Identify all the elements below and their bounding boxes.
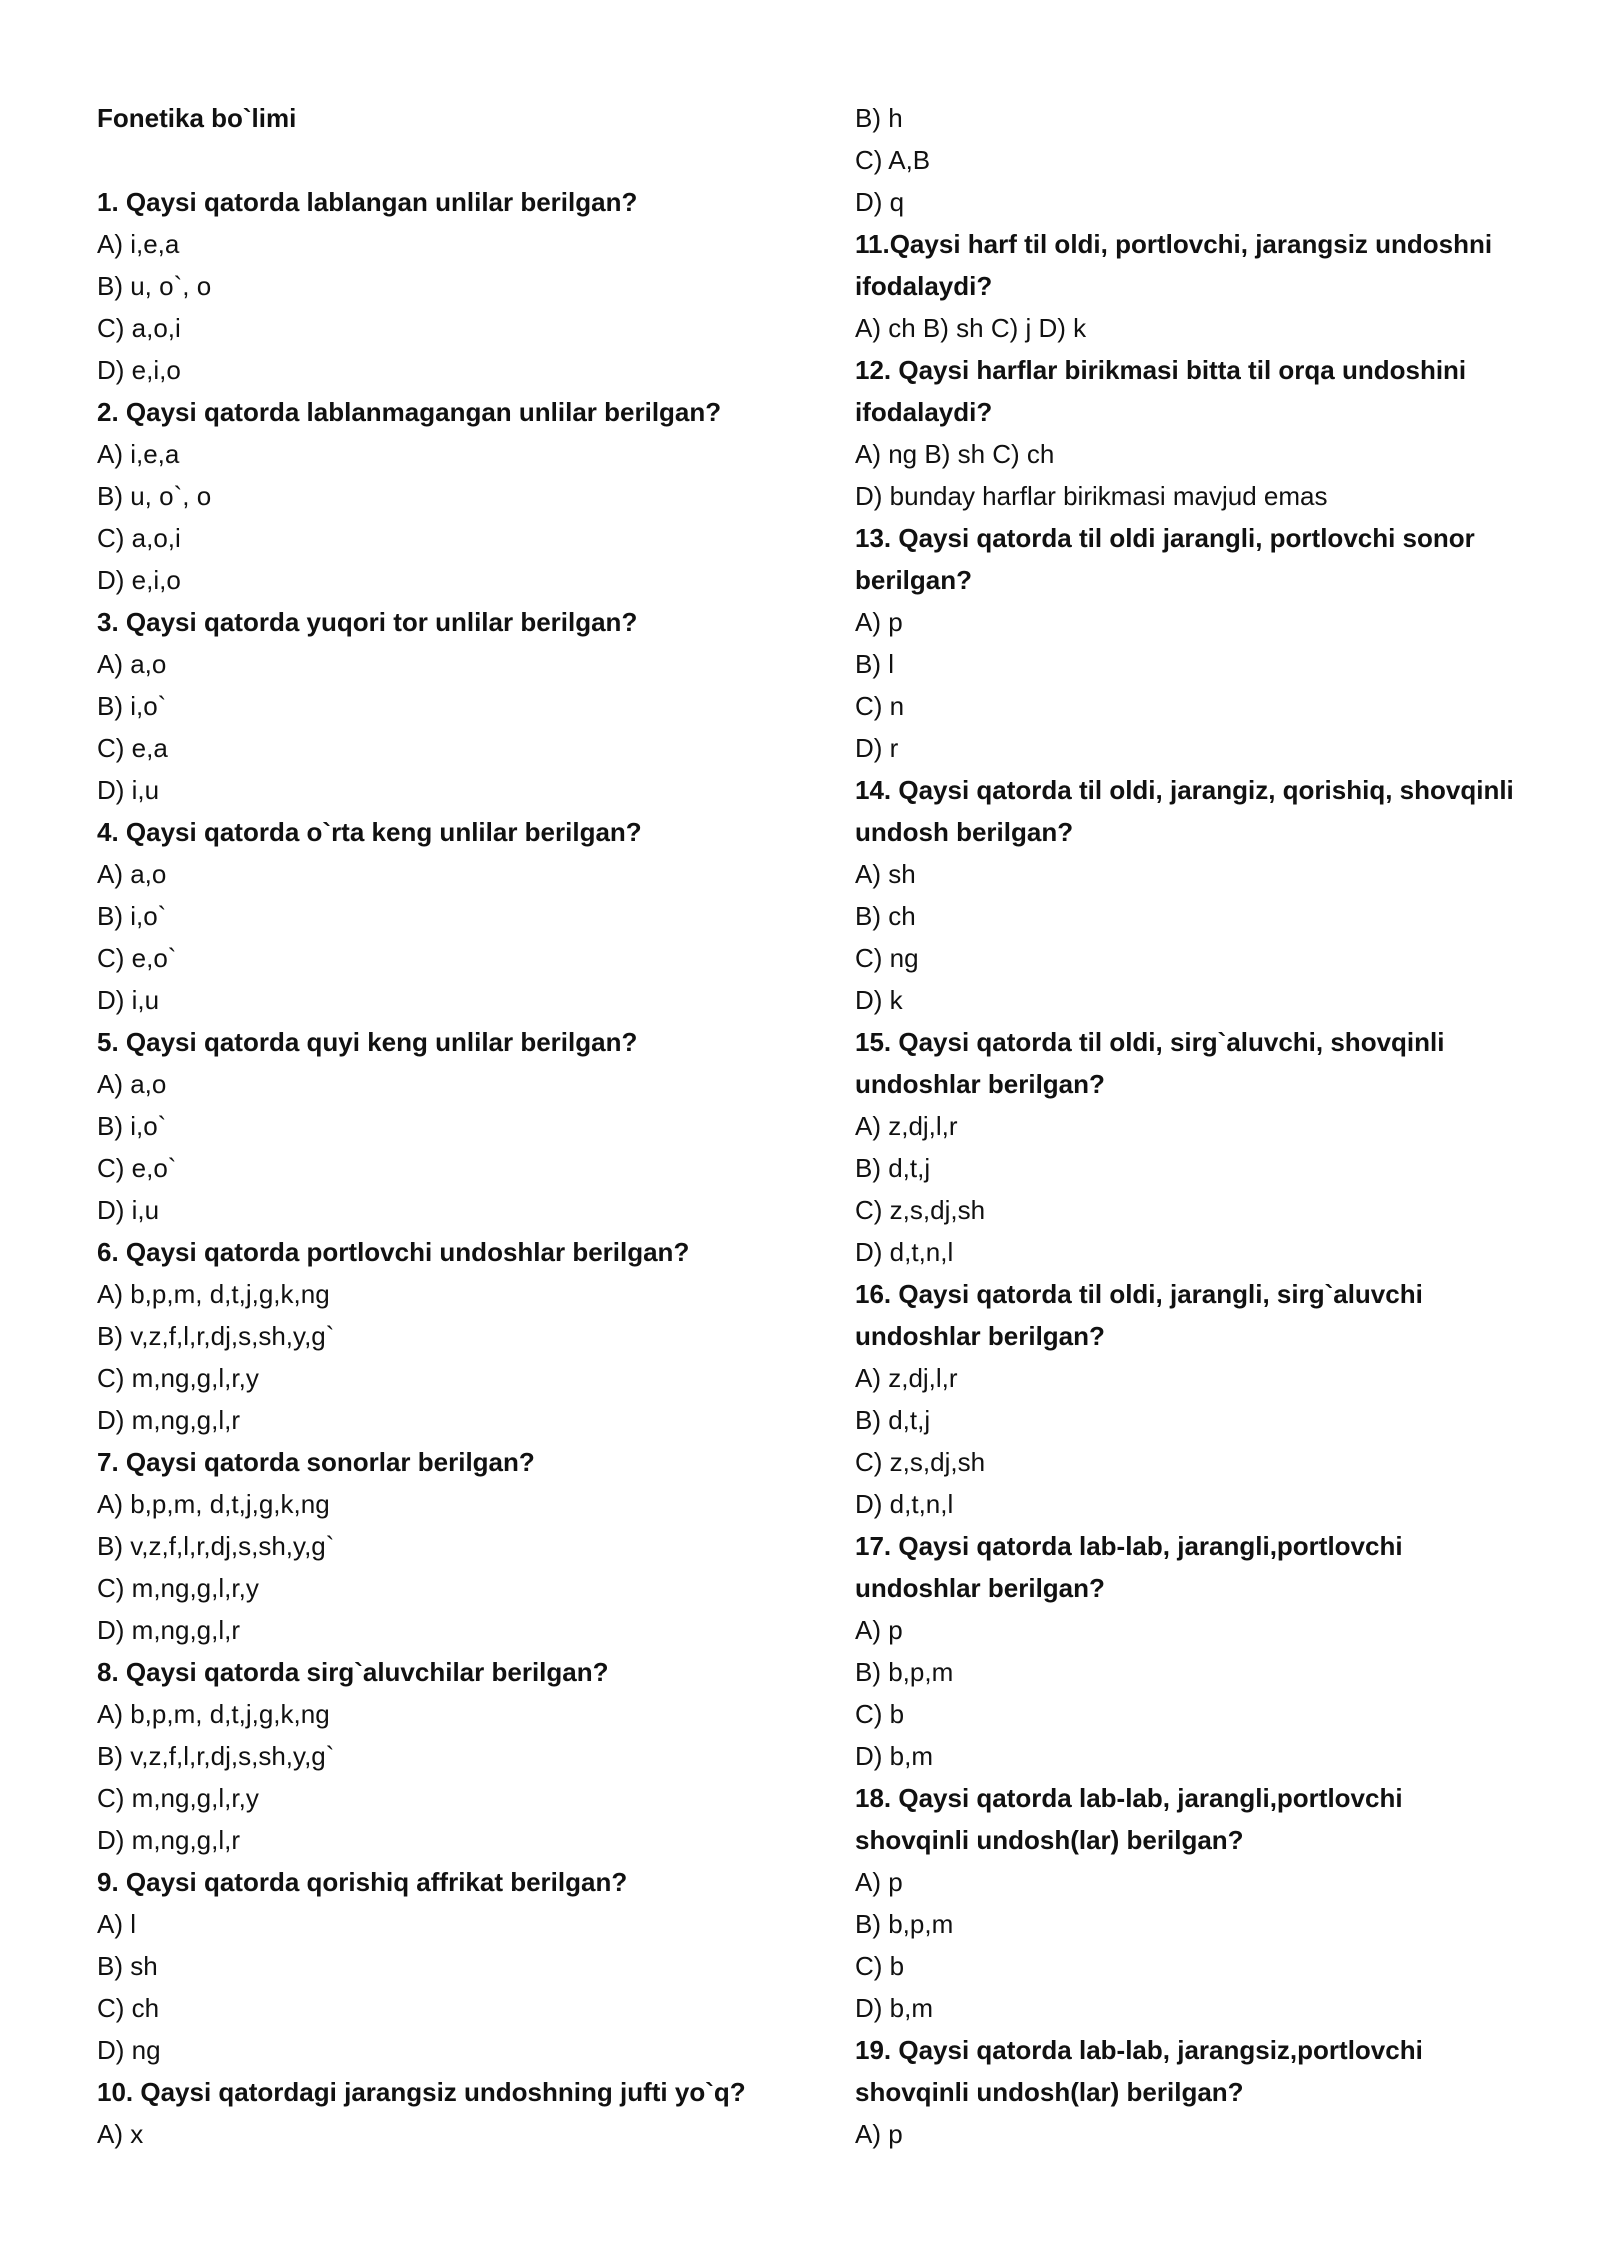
question-text: ifodalaydi?: [855, 397, 993, 427]
answer-option: B) i,o`: [97, 901, 167, 931]
answer-option: A) p: [855, 1867, 903, 1897]
answer-option: D) bunday harflar birikmasi mavjud emas: [855, 481, 1328, 511]
question-text: 8. Qaysi qatorda sirg`aluvchilar berilgan?: [97, 1657, 609, 1687]
answer-option: C) n: [855, 691, 905, 721]
left-column: [97, 97, 777, 2155]
question-text: 6. Qaysi qatorda portlovchi undoshlar berilgan?: [97, 1237, 690, 1267]
answer-option: B) i,o`: [97, 691, 167, 721]
answer-option: D) i,u: [97, 1195, 160, 1225]
answer-option: B) v,z,f,l,r,dj,s,sh,y,g`: [97, 1531, 335, 1561]
answer-option: A) b,p,m, d,t,j,g,k,ng: [97, 1489, 330, 1519]
answer-option: C) z,s,dj,sh: [855, 1447, 986, 1477]
answer-option: A) p: [855, 2119, 903, 2149]
answer-option: B) v,z,f,l,r,dj,s,sh,y,g`: [97, 1321, 335, 1351]
answer-option: D) k: [855, 985, 903, 1015]
answer-option: A) ng B) sh C) ch: [855, 439, 1055, 469]
answer-option: C) e,o`: [97, 1153, 177, 1183]
answer-option: C) b: [855, 1699, 905, 1729]
answer-option: D) b,m: [855, 1741, 933, 1771]
answer-option: A) b,p,m, d,t,j,g,k,ng: [97, 1699, 330, 1729]
question-text: undoshlar berilgan?: [855, 1069, 1105, 1099]
answer-option: B) l: [855, 649, 894, 679]
question-text: 15. Qaysi qatorda til oldi, sirg`aluvchi, shovqinli: [855, 1027, 1445, 1057]
answer-option: C) m,ng,g,l,r,y: [97, 1573, 259, 1603]
answer-option: D) i,u: [97, 775, 160, 805]
question-text: 7. Qaysi qatorda sonorlar berilgan?: [97, 1447, 535, 1477]
answer-option: B) d,t,j: [855, 1405, 931, 1435]
answer-option: C) a,o,i: [97, 313, 181, 343]
answer-option: D) q: [855, 187, 905, 217]
answer-option: D) m,ng,g,l,r: [97, 1405, 241, 1435]
question-text: 17. Qaysi qatorda lab-lab, jarangli,portlovchi: [855, 1531, 1403, 1561]
question-text: 3. Qaysi qatorda yuqori tor unlilar berilgan?: [97, 607, 638, 637]
question-text: ifodalaydi?: [855, 271, 993, 301]
answer-option: A) a,o: [97, 1069, 167, 1099]
question-text: 4. Qaysi qatorda o`rta keng unlilar berilgan?: [97, 817, 642, 847]
question-text: 19. Qaysi qatorda lab-lab, jarangsiz,portlovchi: [855, 2035, 1423, 2065]
question-text: undoshlar berilgan?: [855, 1321, 1105, 1351]
answer-option: C) m,ng,g,l,r,y: [97, 1363, 259, 1393]
question-text: 9. Qaysi qatorda qorishiq affrikat berilgan?: [97, 1867, 628, 1897]
answer-option: A) sh: [855, 859, 916, 889]
question-text: 12. Qaysi harflar birikmasi bitta til orqa undoshini: [855, 355, 1467, 385]
answer-option: C) a,o,i: [97, 523, 181, 553]
answer-option: D) e,i,o: [97, 355, 181, 385]
answer-option: C) z,s,dj,sh: [855, 1195, 986, 1225]
answer-option: A) p: [855, 1615, 903, 1645]
question-text: 2. Qaysi qatorda lablanmagangan unlilar berilgan?: [97, 397, 722, 427]
answer-option: A) i,e,a: [97, 229, 180, 259]
question-text: 11.Qaysi harf til oldi, portlovchi, jarangsiz undoshni: [855, 229, 1493, 259]
answer-option: D) b,m: [855, 1993, 933, 2023]
question-text: 5. Qaysi qatorda quyi keng unlilar berilgan?: [97, 1027, 638, 1057]
answer-option: C) ch: [97, 1993, 160, 2023]
answer-option: D) d,t,n,l: [855, 1237, 954, 1267]
question-text: 13. Qaysi qatorda til oldi jarangli, portlovchi sonor: [855, 523, 1475, 553]
answer-option: B) ch: [855, 901, 916, 931]
question-text: 16. Qaysi qatorda til oldi, jarangli, sirg`aluvchi: [855, 1279, 1423, 1309]
answer-option: A) i,e,a: [97, 439, 180, 469]
answer-option: B) b,p,m: [855, 1657, 954, 1687]
answer-option: A) ch B) sh C) j D) k: [855, 313, 1087, 343]
question-text: berilgan?: [855, 565, 973, 595]
answer-option: B) u, o`, o: [97, 271, 212, 301]
answer-option: D) m,ng,g,l,r: [97, 1615, 241, 1645]
answer-option: C) e,o`: [97, 943, 177, 973]
answer-option: D) r: [855, 733, 899, 763]
answer-option: C) ng: [855, 943, 919, 973]
answer-option: D) i,u: [97, 985, 160, 1015]
spacer: [97, 139, 777, 181]
answer-option: C) e,a: [97, 733, 168, 763]
right-column: [855, 97, 1535, 2155]
answer-option: C) b: [855, 1951, 905, 1981]
answer-option: D) d,t,n,l: [855, 1489, 954, 1519]
answer-option: A) z,dj,l,r: [855, 1363, 958, 1393]
answer-option: A) l: [97, 1909, 136, 1939]
answer-option: B) u, o`, o: [97, 481, 212, 511]
answer-option: A) z,dj,l,r: [855, 1111, 958, 1141]
answer-option: A) a,o: [97, 859, 167, 889]
answer-option: A) p: [855, 607, 903, 637]
answer-option: B) i,o`: [97, 1111, 167, 1141]
answer-option: B) h: [855, 103, 903, 133]
answer-option: A) b,p,m, d,t,j,g,k,ng: [97, 1279, 330, 1309]
answer-option: D) e,i,o: [97, 565, 181, 595]
answer-option: B) b,p,m: [855, 1909, 954, 1939]
answer-option: B) sh: [97, 1951, 158, 1981]
answer-option: A) x: [97, 2119, 144, 2149]
question-text: 14. Qaysi qatorda til oldi, jarangiz, qorishiq, shovqinli: [855, 775, 1514, 805]
question-text: 10. Qaysi qatordagi jarangsiz undoshning jufti yo`q?: [97, 2077, 746, 2107]
answer-option: B) d,t,j: [855, 1153, 931, 1183]
answer-option: C) m,ng,g,l,r,y: [97, 1783, 259, 1813]
question-text: shovqinli undosh(lar) berilgan?: [855, 2077, 1244, 2107]
answer-option: D) m,ng,g,l,r: [97, 1825, 241, 1855]
question-text: 18. Qaysi qatorda lab-lab, jarangli,portlovchi: [855, 1783, 1403, 1813]
answer-option: D) ng: [97, 2035, 161, 2065]
question-text: shovqinli undosh(lar) berilgan?: [855, 1825, 1244, 1855]
question-text: undosh berilgan?: [855, 817, 1074, 847]
answer-option: B) v,z,f,l,r,dj,s,sh,y,g`: [97, 1741, 335, 1771]
page-title: Fonetika bo`limi: [97, 103, 297, 133]
answer-option: C) A,B: [855, 145, 931, 175]
question-text: 1. Qaysi qatorda lablangan unlilar berilgan?: [97, 187, 638, 217]
question-text: undoshlar berilgan?: [855, 1573, 1105, 1603]
answer-option: A) a,o: [97, 649, 167, 679]
